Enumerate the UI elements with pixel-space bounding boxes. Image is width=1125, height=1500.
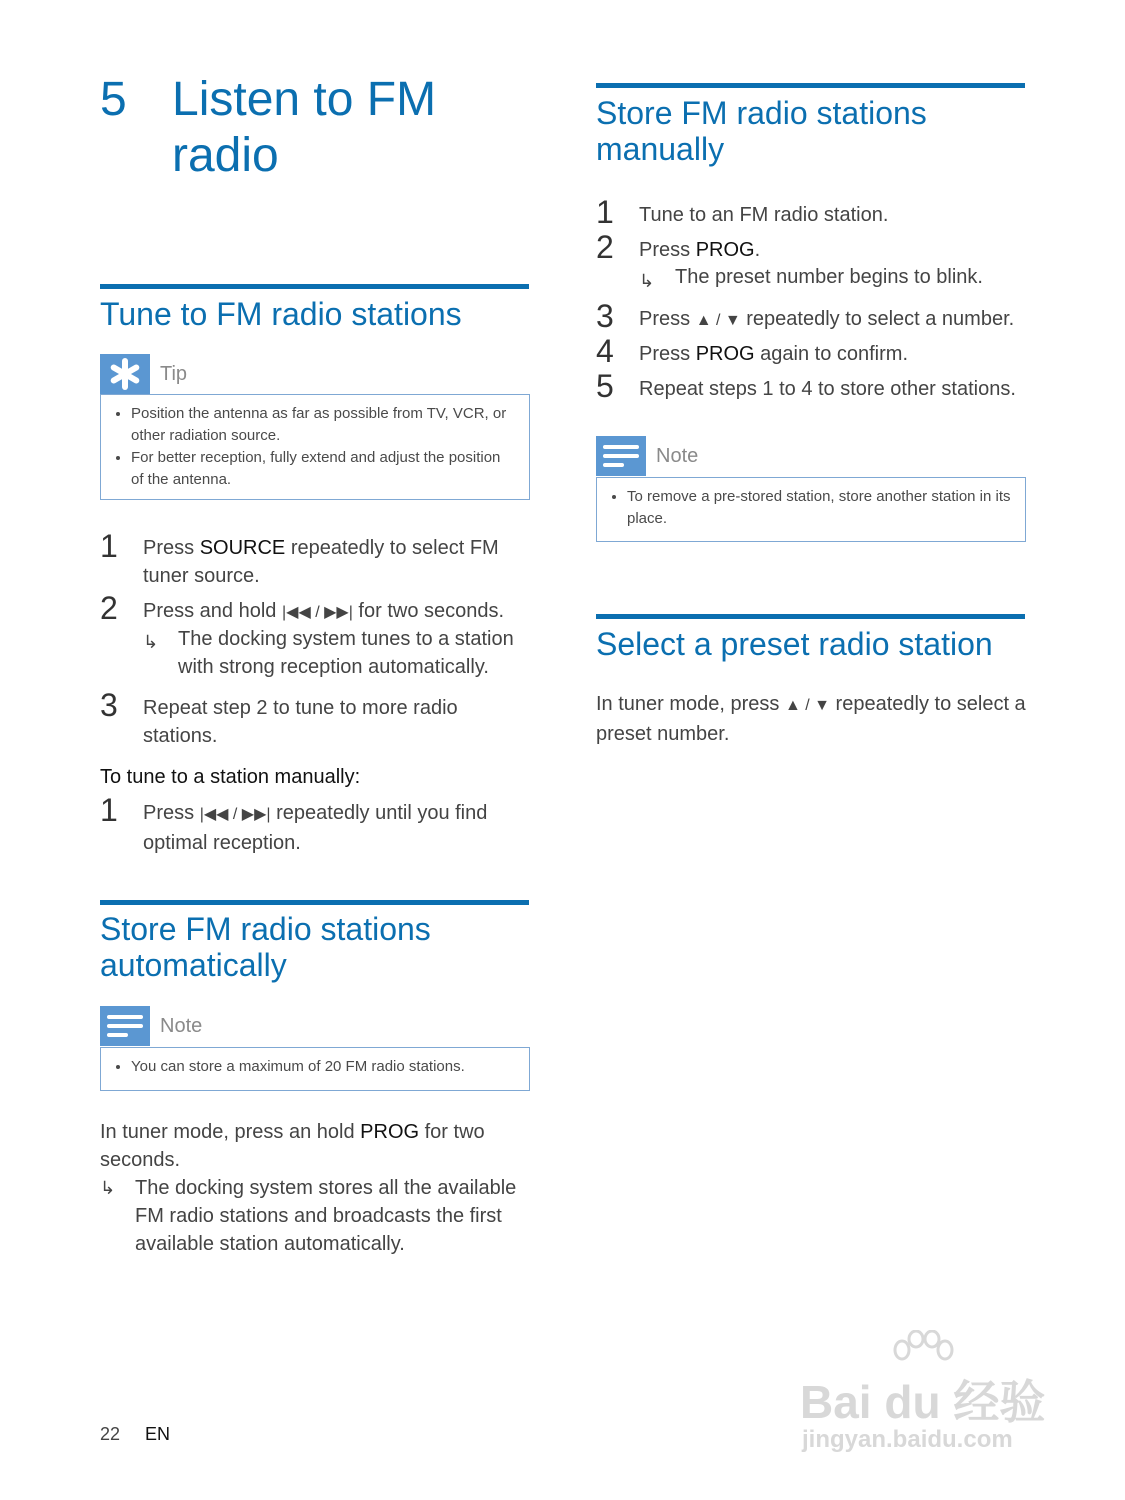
result-arrow-icon: ↳: [143, 632, 159, 652]
tip-label: Tip: [160, 363, 188, 385]
step-text: Press PROG again to confirm.: [639, 343, 909, 365]
section-rule: [100, 284, 529, 289]
up-down-icon: ▲ / ▼: [695, 312, 741, 329]
section-title-preset: Select a preset radio station: [596, 626, 993, 662]
tip-asterisk-icon: [100, 354, 150, 394]
step-number: 1: [100, 792, 118, 828]
manual-tune-heading: To tune to a station manually:: [100, 766, 361, 788]
step-text: Tune to an FM radio station.: [639, 204, 889, 226]
tip-item: • For better reception, fully extend and adjust the position of the antenna.: [131, 447, 517, 491]
result-arrow-icon: ↳: [639, 271, 655, 291]
skip-prev-next-icon: |◀◀ / ▶▶|: [281, 604, 353, 621]
note-box-header: [596, 436, 1025, 476]
tip-box-header: [100, 354, 529, 394]
step-number: 5: [596, 368, 614, 404]
note-lines-icon: [100, 1006, 150, 1046]
note-box-header: [100, 1006, 529, 1046]
step-text: Repeat steps 1 to 4 to store other stations.: [639, 378, 1016, 400]
step-text: Press ▲ / ▼ repeatedly to select a number.: [639, 308, 1015, 330]
section-title-tune: Tune to FM radio stations: [100, 296, 462, 332]
step-text: Press PROG.: [639, 239, 761, 261]
note-lines-icon: [596, 436, 646, 476]
step-text: Press and hold |◀◀ / ▶▶| for two seconds.: [143, 600, 505, 622]
note-box-body: [100, 1047, 530, 1091]
step-number: 1: [100, 528, 118, 564]
watermark-brand: Bai du 经验: [800, 1376, 1046, 1428]
step-number: 1: [596, 194, 614, 230]
step-number: 3: [596, 298, 614, 334]
note-label: Note: [656, 445, 699, 467]
tip-box-body: [100, 394, 530, 500]
up-down-icon: ▲ / ▼: [784, 697, 830, 714]
step-result: The docking system tunes to a station with strong reception automatically.: [178, 628, 514, 678]
note-item: • You can store a maximum of 20 FM radio stations.: [131, 1056, 517, 1078]
step-text: Press SOURCE repeatedly to select FM tuner source.: [143, 537, 499, 587]
step-number: 2: [100, 590, 118, 626]
language-code: EN: [145, 1424, 171, 1444]
step-text: Press |◀◀ / ▶▶| repeatedly until you find optimal reception.: [143, 802, 488, 854]
section-rule: [596, 83, 1025, 88]
note-item: • To remove a pre-stored station, store another station in its place.: [627, 486, 1013, 530]
section-rule: [596, 614, 1025, 619]
chapter-number: 5: [100, 73, 127, 126]
result-arrow-icon: ↳: [100, 1178, 116, 1198]
step-number: 2: [596, 229, 614, 265]
skip-prev-next-icon: |◀◀ / ▶▶|: [199, 806, 271, 823]
section-rule: [100, 900, 529, 905]
step-text: Repeat step 2 to tune to more radio stations.: [143, 697, 458, 747]
step-result: The preset number begins to blink.: [675, 266, 983, 288]
section-title-auto: Store FM radio stations automatically: [100, 911, 431, 983]
note-label: Note: [160, 1015, 203, 1037]
section-title-manual: Store FM radio stations manually: [596, 95, 927, 167]
step-number: 3: [100, 687, 118, 723]
auto-result: The docking system stores all the available FM radio stations and broadcasts the first available station automatically.: [135, 1177, 517, 1255]
page-number: 22: [100, 1424, 121, 1444]
auto-paragraph: In tuner mode, press an hold PROG for two seconds.: [100, 1121, 485, 1171]
tip-item: • Position the antenna as far as possible from TV, VCR, or other radiation source.: [131, 403, 517, 447]
watermark-url: jingyan.baidu.com: [802, 1426, 1013, 1453]
chapter-title: Listen to FM radio: [172, 73, 437, 182]
step-number: 4: [596, 333, 614, 369]
preset-paragraph: In tuner mode, press ▲ / ▼ repeatedly to select a preset number.: [596, 693, 1026, 745]
baidu-watermark: [800, 1330, 1060, 1460]
note-box-body: [596, 477, 1026, 542]
